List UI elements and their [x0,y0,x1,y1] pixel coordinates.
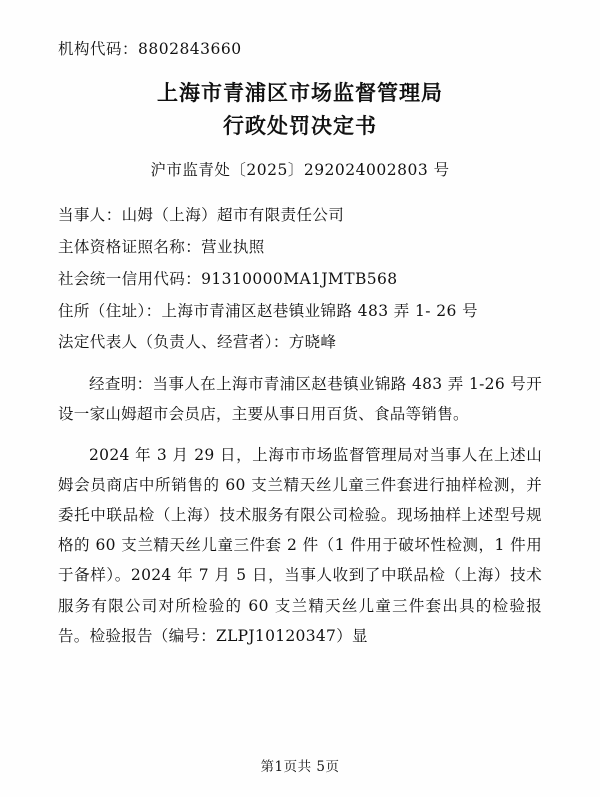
field-credit-code: 社会统一信用代码：91310000MA1JMTB568 [58,269,398,288]
field-address: 住所（住址）：上海市青浦区赵巷镇业锦路 483 弄 1- 26 号 [58,301,478,320]
field-legal-representative: 法定代表人（负责人、经营者）：方晓峰 [58,333,337,352]
paragraph-findings: 经查明：当事人在上海市青浦区赵巷镇业锦路 483 弄 1-26 号开设一家山姆超市会员店，主要从事日用百货、食品等销售。 [58,375,542,424]
title-line-primary: 上海市青浦区市场监督管理局 [157,80,443,106]
paragraph-inspection: 2024 年 3 月 29 日，上海市市场监督管理局对当事人在上述山姆会员商店中所销售的 60 支兰精天丝儿童三件套进行抽样检测，并委托中联品检（上海）技术服务有限公司检验。现场抽样上述型号规格的 60 支兰精天丝儿童三件套 2 件（1 件用于破坏性检测，1 件用于备样）。2024 年 7 月 5 日，当事人收到了中联品检（上海）技术服务有限公司对所检验的 60 支兰精天丝儿童三件套出具的检验报告。检验报告（编号：ZLPJ10120347）显 [58,445,542,645]
page-footer: 第1页共 5页 [260,759,340,775]
document-number: 沪市监青处〔2025〕292024002803 号 [150,161,450,180]
document-title [58,77,542,142]
field-party: 当事人：山姆（上海）超市有限责任公司 [58,206,345,225]
org-code-line: 机构代码：8802843660 [58,40,242,58]
field-license-name: 主体资格证照名称：营业执照 [58,238,265,257]
title-line-secondary: 行政处罚决定书 [223,112,377,138]
